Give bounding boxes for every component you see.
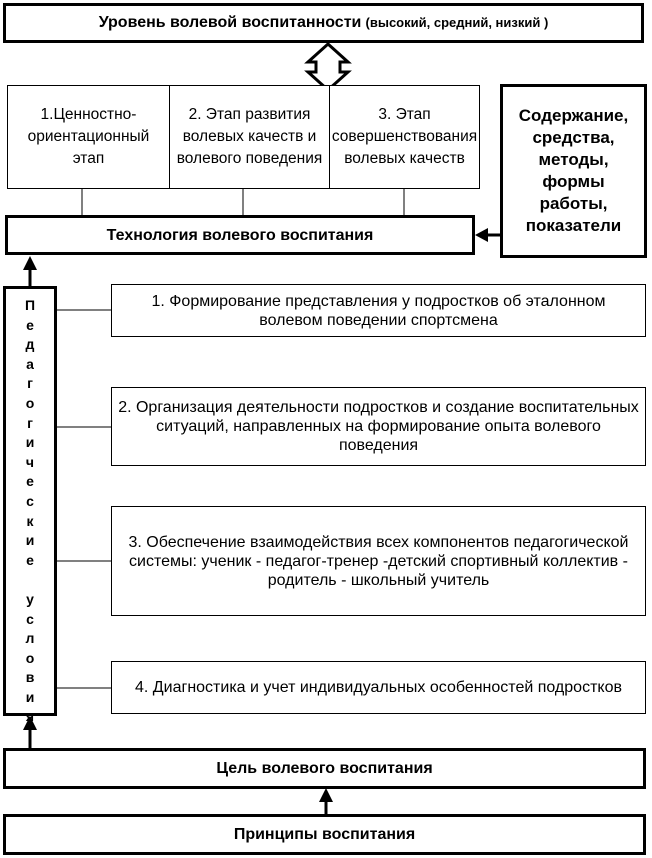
stage-1-label: 1.Ценностно-ориентационный этап [27, 106, 150, 167]
upbringing-level-title [99, 14, 549, 32]
upbringing-level-box [3, 3, 644, 43]
stage-3-label: 3. Этап совершенствования волевых качеств [331, 106, 478, 167]
vertical-letter: у [26, 590, 34, 607]
vertical-letter: я [25, 708, 35, 725]
condition-3-box [111, 506, 646, 616]
vertical-letter: ч [25, 453, 35, 470]
vertical-letter: П [24, 297, 36, 313]
vertical-letter: е [26, 473, 34, 490]
vertical-letter: д [25, 336, 35, 353]
upbringing-level-levels: (высокий, средний, низкий ) [365, 15, 549, 30]
principles-box [3, 814, 646, 855]
vertical-letter: и [25, 532, 35, 549]
principles-label: Принципы воспитания [233, 826, 416, 843]
technology-label: Технология волевого воспитания [106, 226, 374, 244]
vertical-letter: с [26, 492, 34, 509]
condition-2-label: 2. Организация деятельности подростков и создание воспитательных ситуаций, направленных на формирование опыта волевого поведения [118, 399, 639, 454]
vertical-letter [8, 570, 52, 590]
vertical-letter: к [26, 512, 34, 529]
vertical-letter: и [25, 688, 35, 705]
vertical-letter: л [25, 630, 35, 647]
vertical-letter: г [27, 414, 33, 431]
arrow-left-icon [475, 228, 488, 242]
condition-2-box [111, 387, 646, 466]
condition-4-label: 4. Диагностика и учет индивидуальных особенностей подростков [135, 679, 622, 696]
goal-label: Цель волевого воспитания [216, 760, 433, 777]
vertical-letter: и [25, 434, 35, 451]
arrow-up-icon [319, 788, 333, 802]
stage-2-label: 2. Этап развития волевых качеств и волевого поведения [176, 106, 323, 167]
stage-1-box [7, 85, 170, 189]
condition-4-box [111, 661, 646, 714]
content-means-label: Содержание, средства, методы, формы работы, показатели [518, 106, 629, 235]
condition-3-label: 3. Обеспечение взаимодействия всех компонентов педагогической системы: ученик - педагог-тренер -детский спортивный коллектив - родитель - школьный учитель [128, 533, 629, 589]
double-arrow-icon [308, 44, 348, 90]
vertical-letter: в [25, 669, 35, 686]
technology-box [5, 215, 475, 255]
vertical-letter: г [27, 375, 33, 392]
stage-2-box [169, 85, 330, 189]
vertical-letter: о [25, 394, 35, 411]
vertical-letter: о [25, 649, 35, 666]
condition-1-box [111, 284, 646, 337]
content-means-box [500, 84, 647, 258]
stage-3-box [329, 85, 480, 189]
pedagogical-conditions-label [8, 296, 52, 725]
condition-1-label: 1. Формирование представления у подростков об эталонном волевом поведении спортсмена [151, 292, 606, 329]
vertical-letter: с [26, 610, 34, 627]
arrow-up-icon [23, 256, 37, 270]
goal-box [3, 748, 646, 789]
vertical-letter: е [26, 316, 34, 333]
vertical-letter: а [26, 355, 34, 372]
upbringing-level-main: Уровень волевой воспитанности [98, 14, 362, 31]
vertical-letter: е [26, 551, 34, 568]
